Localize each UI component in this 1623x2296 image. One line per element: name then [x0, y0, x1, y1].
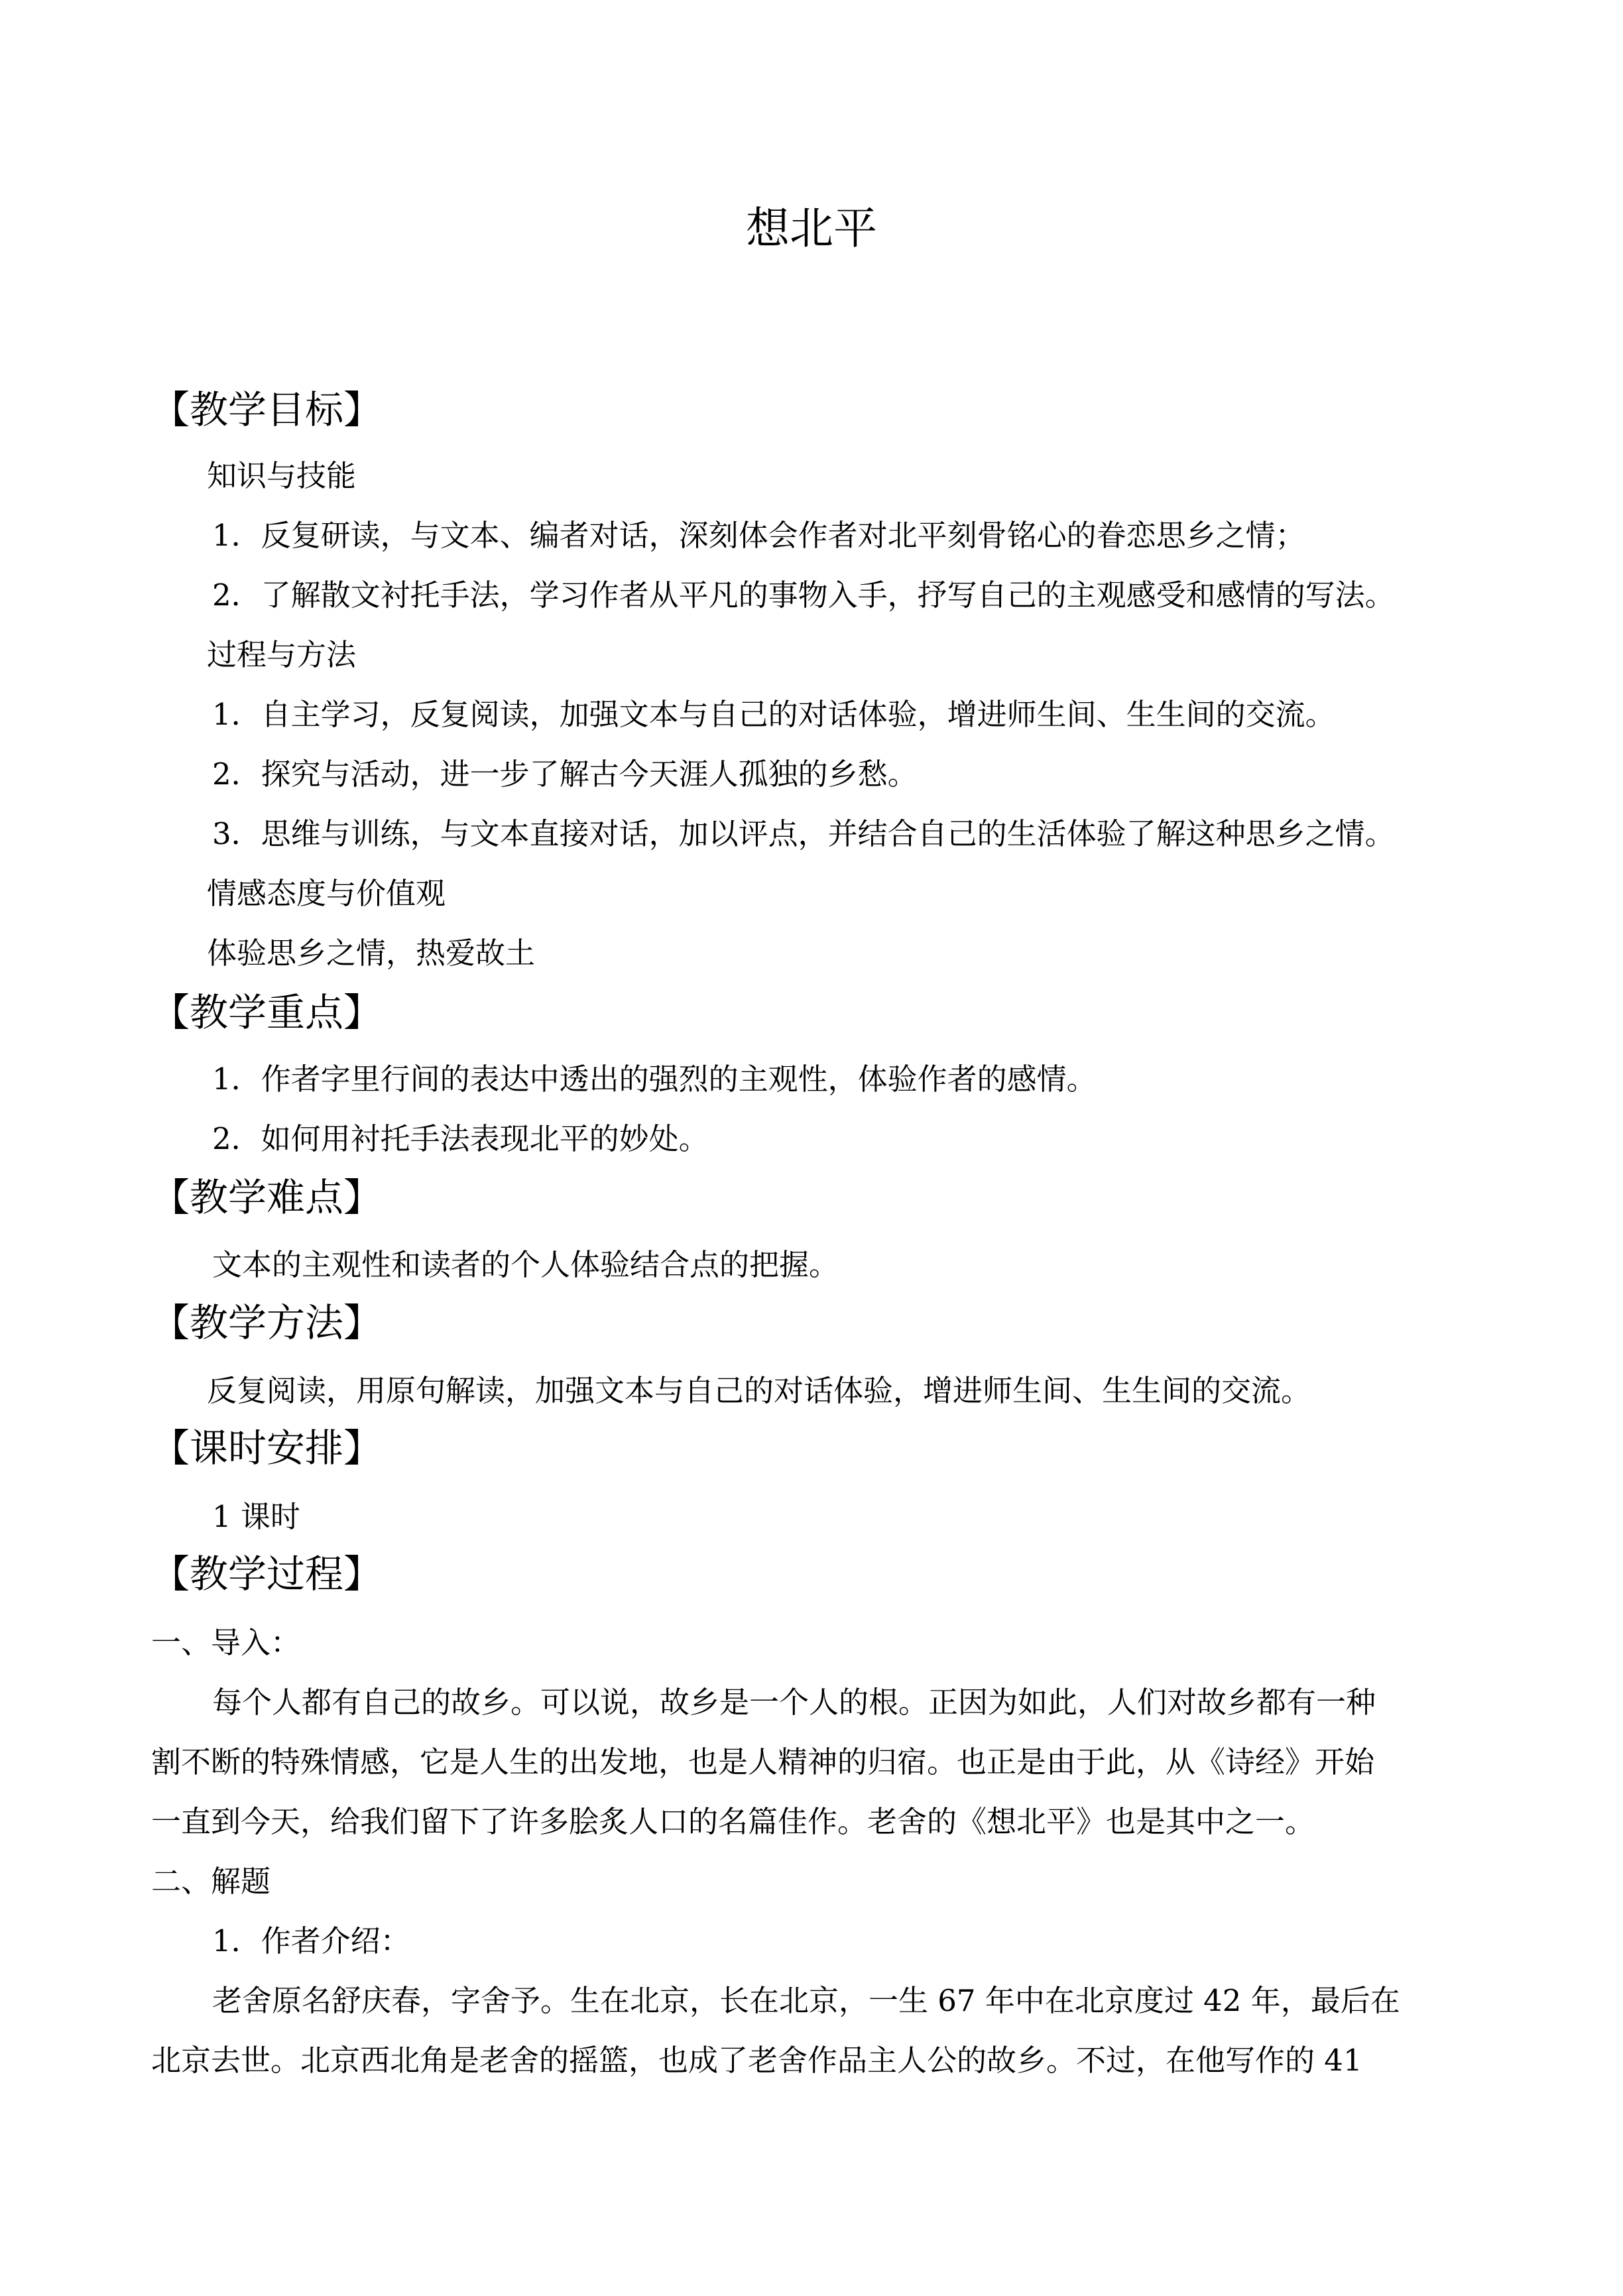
- author-line-1: 老舍原名舒庆春，字舍予。生在北京，长在北京，一生 67 年中在北京度过 42 年，最后在: [212, 1983, 1400, 2018]
- process-item-1: 1．自主学习，反复阅读，加强文本与自己的对话体验，增进师生间、生生间的交流。: [212, 697, 1335, 732]
- knowledge-label: 知识与技能: [207, 458, 357, 493]
- process-label: 过程与方法: [207, 637, 357, 672]
- process-item-2: 2．探究与活动，进一步了解古今天涯人孤独的乡愁。: [212, 756, 918, 792]
- key-points-heading: 【教学重点】: [151, 990, 383, 1035]
- difficulties-text: 文本的主观性和读者的个人体验结合点的把握。: [212, 1247, 839, 1282]
- key-point-2: 2．如何用衬托手法表现北平的妙处。: [212, 1121, 709, 1156]
- objectives-heading: 【教学目标】: [151, 387, 383, 432]
- knowledge-item-1: 1．反复研读，与文本、编者对话，深刻体会作者对北平刻骨铭心的眷恋思乡之情；: [212, 518, 1305, 553]
- methods-heading: 【教学方法】: [151, 1300, 383, 1345]
- intro-label: 一、导入：: [151, 1625, 301, 1660]
- knowledge-item-2: 2．了解散文衬托手法，学习作者从平凡的事物入手，抒写自己的主观感受和感情的写法。: [212, 577, 1395, 613]
- schedule-text: 1 课时: [212, 1499, 300, 1534]
- intro-line-3: 一直到今天，给我们留下了许多脍炙人口的名篇佳作。老舍的《想北平》也是其中之一。: [151, 1804, 1315, 1839]
- emotion-text: 体验思乡之情，热爱故土: [207, 936, 536, 971]
- author-intro-label: 1．作者介绍：: [212, 1923, 410, 1959]
- schedule-heading: 【课时安排】: [151, 1425, 383, 1471]
- intro-line-2: 割不断的特殊情感，它是人生的出发地，也是人精神的归宿。也正是由于此，从《诗经》开始: [151, 1744, 1375, 1780]
- key-point-1: 1．作者字里行间的表达中透出的强烈的主观性，体验作者的感情。: [212, 1061, 1097, 1097]
- page-title: 想北平: [746, 203, 877, 254]
- methods-text: 反复阅读，用原句解读，加强文本与自己的对话体验，增进师生间、生生间的交流。: [207, 1373, 1311, 1408]
- emotion-label: 情感态度与价值观: [207, 876, 446, 911]
- title-explanation-label: 二、解题: [151, 1864, 271, 1899]
- difficulties-heading: 【教学难点】: [151, 1175, 383, 1220]
- intro-line-1: 每个人都有自己的故乡。可以说，故乡是一个人的根。正因为如此，人们对故乡都有一种: [212, 1685, 1376, 1720]
- process-item-3: 3．思维与训练，与文本直接对话，加以评点，并结合自己的生活体验了解这种思乡之情。: [212, 816, 1395, 851]
- process-heading: 【教学过程】: [151, 1551, 383, 1597]
- author-line-2: 北京去世。北京西北角是老舍的摇篮，也成了老舍作品主人公的故乡。不过，在他写作的 41: [151, 2043, 1362, 2078]
